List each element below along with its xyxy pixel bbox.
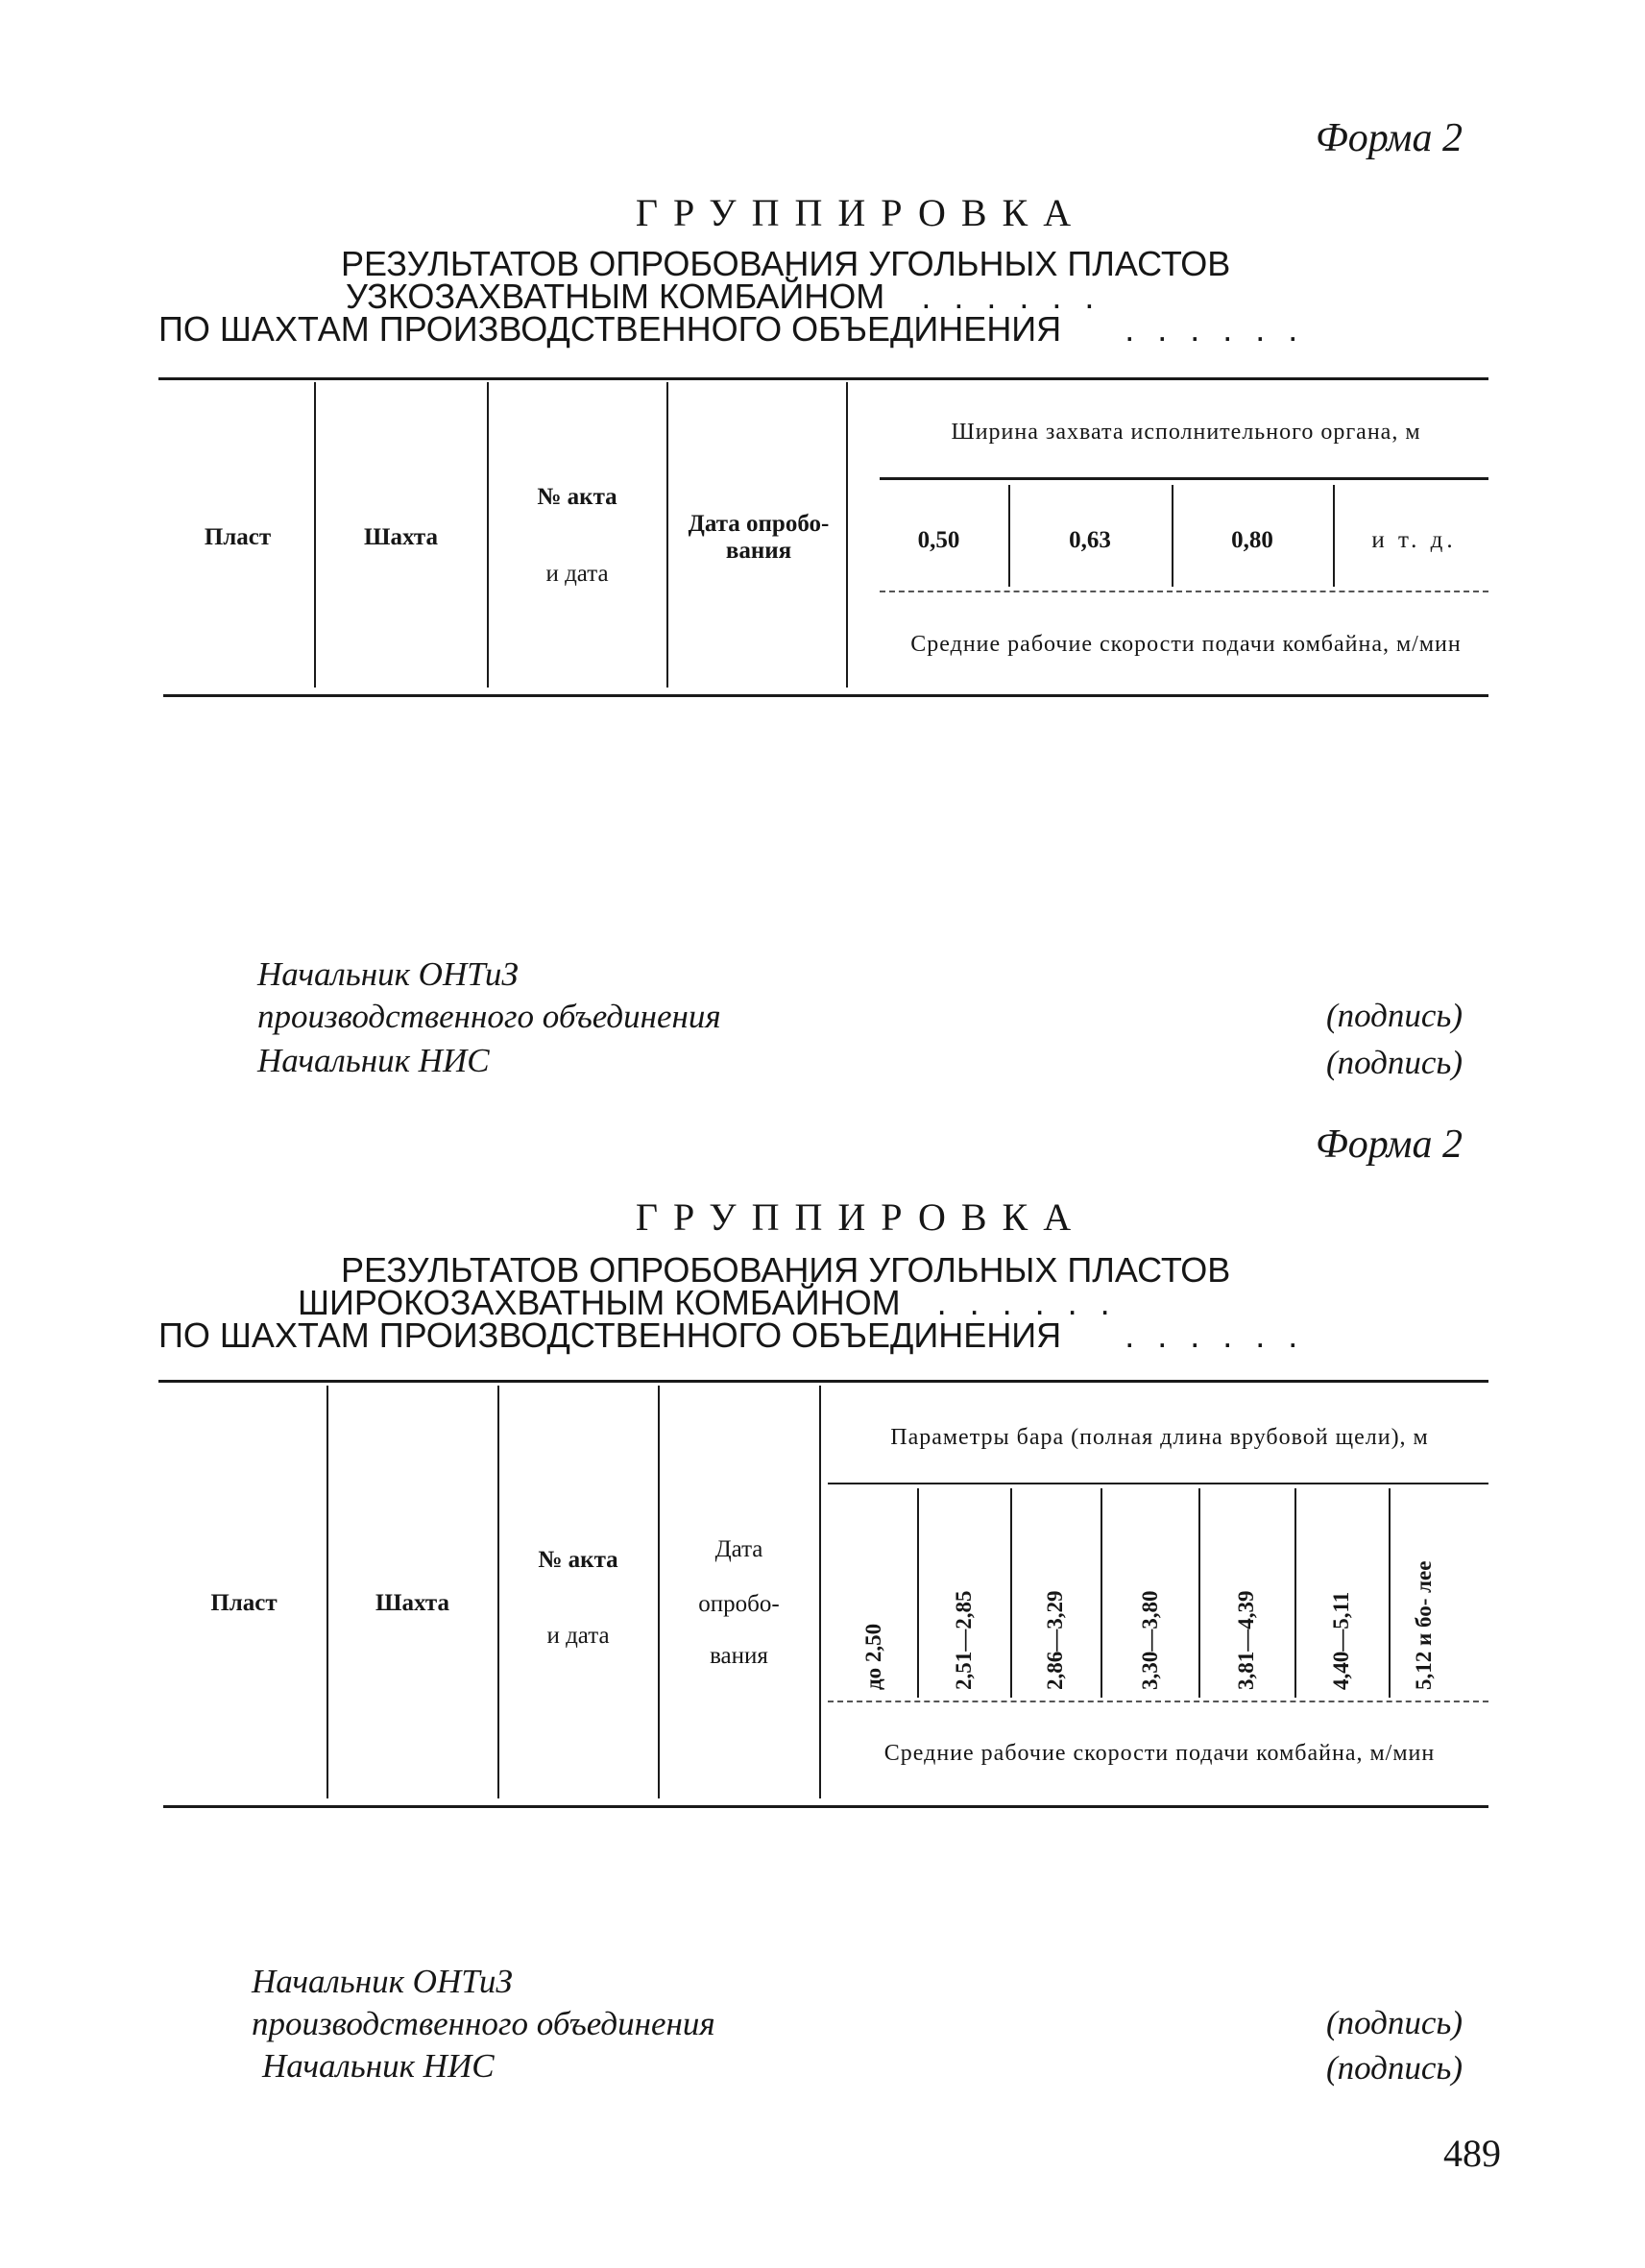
group-header: Ширина захвата исполнительного органа, м [951, 420, 1421, 445]
title-line-1: РЕЗУЛЬТАТОВ ОПРОБОВАНИЯ УГОЛЬНЫХ ПЛАСТОВ [341, 1250, 1231, 1290]
title-line-3 [158, 309, 1321, 349]
title-text: УЗКОЗАХВАТНЫМ КОМБАЙНОМ [346, 277, 885, 316]
subcolumn-divider [1008, 485, 1010, 587]
signature-placeholder: (подпись) [1325, 997, 1463, 1034]
header-plast: Пласт [210, 1590, 278, 1616]
subcolumn-rule [880, 591, 1488, 592]
signature-placeholder: (подпись) [1325, 2049, 1463, 2087]
table-footer: Средние рабочие скорости подачи комбайна, м/мин [883, 1741, 1436, 1766]
header-date-line-2: опробо- [698, 1591, 780, 1617]
header-akt-line-1: № акта [538, 1547, 618, 1573]
header-shakhta: Шахта [375, 1590, 449, 1616]
header-shakhta: Шахта [364, 524, 438, 550]
subcolumn-label: 3,30—3,80 [1138, 1590, 1162, 1690]
chief-onti-label [252, 1961, 715, 2045]
column-divider [658, 1386, 660, 1798]
subcolumn-divider [1010, 1488, 1012, 1698]
chief-onti-label [257, 953, 721, 1038]
table-bottom-rule [163, 694, 1488, 697]
chief-onti-line-1: Начальник ОНТиЗ [252, 1963, 513, 2000]
title-text: ПО ШАХТАМ ПРОИЗВОДСТВЕННОГО ОБЪЕДИНЕНИЯ [158, 1315, 1062, 1355]
header-akt-line-2: и дата [545, 561, 609, 587]
title-line-2 [346, 277, 1118, 316]
signature-placeholder: (подпись) [1325, 1044, 1463, 1081]
table-bottom-rule [163, 1805, 1488, 1808]
form-label: Форма 2 [1316, 1122, 1463, 1167]
subcolumn-label: и т. д. [1371, 527, 1457, 553]
group-header-rule [828, 1483, 1488, 1484]
title-dots: ...... [921, 277, 1118, 316]
subcolumn-label: 3,81—4,39 [1234, 1590, 1258, 1690]
table-top-rule [158, 1380, 1488, 1383]
subcolumn-label: до 2,50 [861, 1623, 885, 1690]
header-akt-line-2: и дата [546, 1623, 610, 1649]
table-top-rule [158, 377, 1488, 380]
header-plast: Пласт [204, 524, 272, 550]
header-date-line-1: Дата [714, 1536, 763, 1562]
subcolumn-divider [1294, 1488, 1296, 1698]
title-text: ПО ШАХТАМ ПРОИЗВОДСТВЕННОГО ОБЪЕДИНЕНИЯ [158, 309, 1062, 349]
subcolumn-label: 0,50 [917, 527, 960, 553]
title-line-3 [158, 1315, 1321, 1355]
subcolumn-label: 2,51—2,85 [952, 1590, 976, 1690]
column-divider [487, 382, 489, 688]
chief-onti-line-1: Начальник ОНТиЗ [257, 955, 519, 993]
subcolumn-rule [828, 1701, 1488, 1702]
column-divider [497, 1386, 499, 1798]
group-header: Параметры бара (полная длина врубовой щели), м [890, 1425, 1429, 1450]
form-heading: ГРУППИРОВКА [635, 191, 1087, 234]
title-text: ШИРОКОЗАХВАТНЫМ КОМБАЙНОМ [298, 1283, 901, 1322]
chief-onti-line-2: производственного объединения [252, 2005, 715, 2042]
column-divider [666, 382, 668, 688]
chief-nis-label: Начальник НИС [262, 2047, 495, 2085]
column-divider [819, 1386, 821, 1798]
header-akt-line-1: № акта [537, 484, 617, 510]
column-divider [314, 382, 316, 688]
title-dots: ...... [1125, 309, 1321, 349]
chief-onti-line-2: производственного объединения [257, 998, 721, 1035]
subcolumn-divider [1101, 1488, 1102, 1698]
form-label: Форма 2 [1316, 116, 1463, 160]
column-divider [327, 1386, 328, 1798]
subcolumn-label: 4,40—5,11 [1329, 1591, 1353, 1690]
group-header-rule [880, 477, 1488, 480]
subcolumn-label: 2,86—3,29 [1043, 1590, 1067, 1690]
subcolumn-label: 0,80 [1231, 527, 1273, 553]
form-heading: ГРУППИРОВКА [635, 1195, 1087, 1239]
subcolumn-divider [1333, 485, 1335, 587]
signature-placeholder: (подпись) [1325, 2004, 1463, 2041]
chief-nis-label: Начальник НИС [257, 1042, 490, 1079]
header-date: Дата опробования [688, 511, 830, 564]
subcolumn-divider [1389, 1488, 1391, 1698]
title-line-1: РЕЗУЛЬТАТОВ ОПРОБОВАНИЯ УГОЛЬНЫХ ПЛАСТОВ [341, 244, 1231, 283]
title-dots: ...... [1125, 1315, 1321, 1355]
table-footer: Средние рабочие скорости подачи комбайна, м/мин [910, 632, 1462, 657]
subcolumn-label: 0,63 [1069, 527, 1111, 553]
subcolumn-label: 5,12 и бо- лее [1412, 1560, 1436, 1690]
header-date-line-3: вания [710, 1643, 768, 1669]
title-line-2 [298, 1283, 1133, 1322]
subcolumn-divider [1172, 485, 1173, 587]
page-number: 489 [1443, 2132, 1501, 2175]
subcolumn-divider [1198, 1488, 1200, 1698]
column-divider [846, 382, 848, 688]
title-dots: ...... [936, 1283, 1133, 1322]
subcolumn-divider [917, 1488, 919, 1698]
